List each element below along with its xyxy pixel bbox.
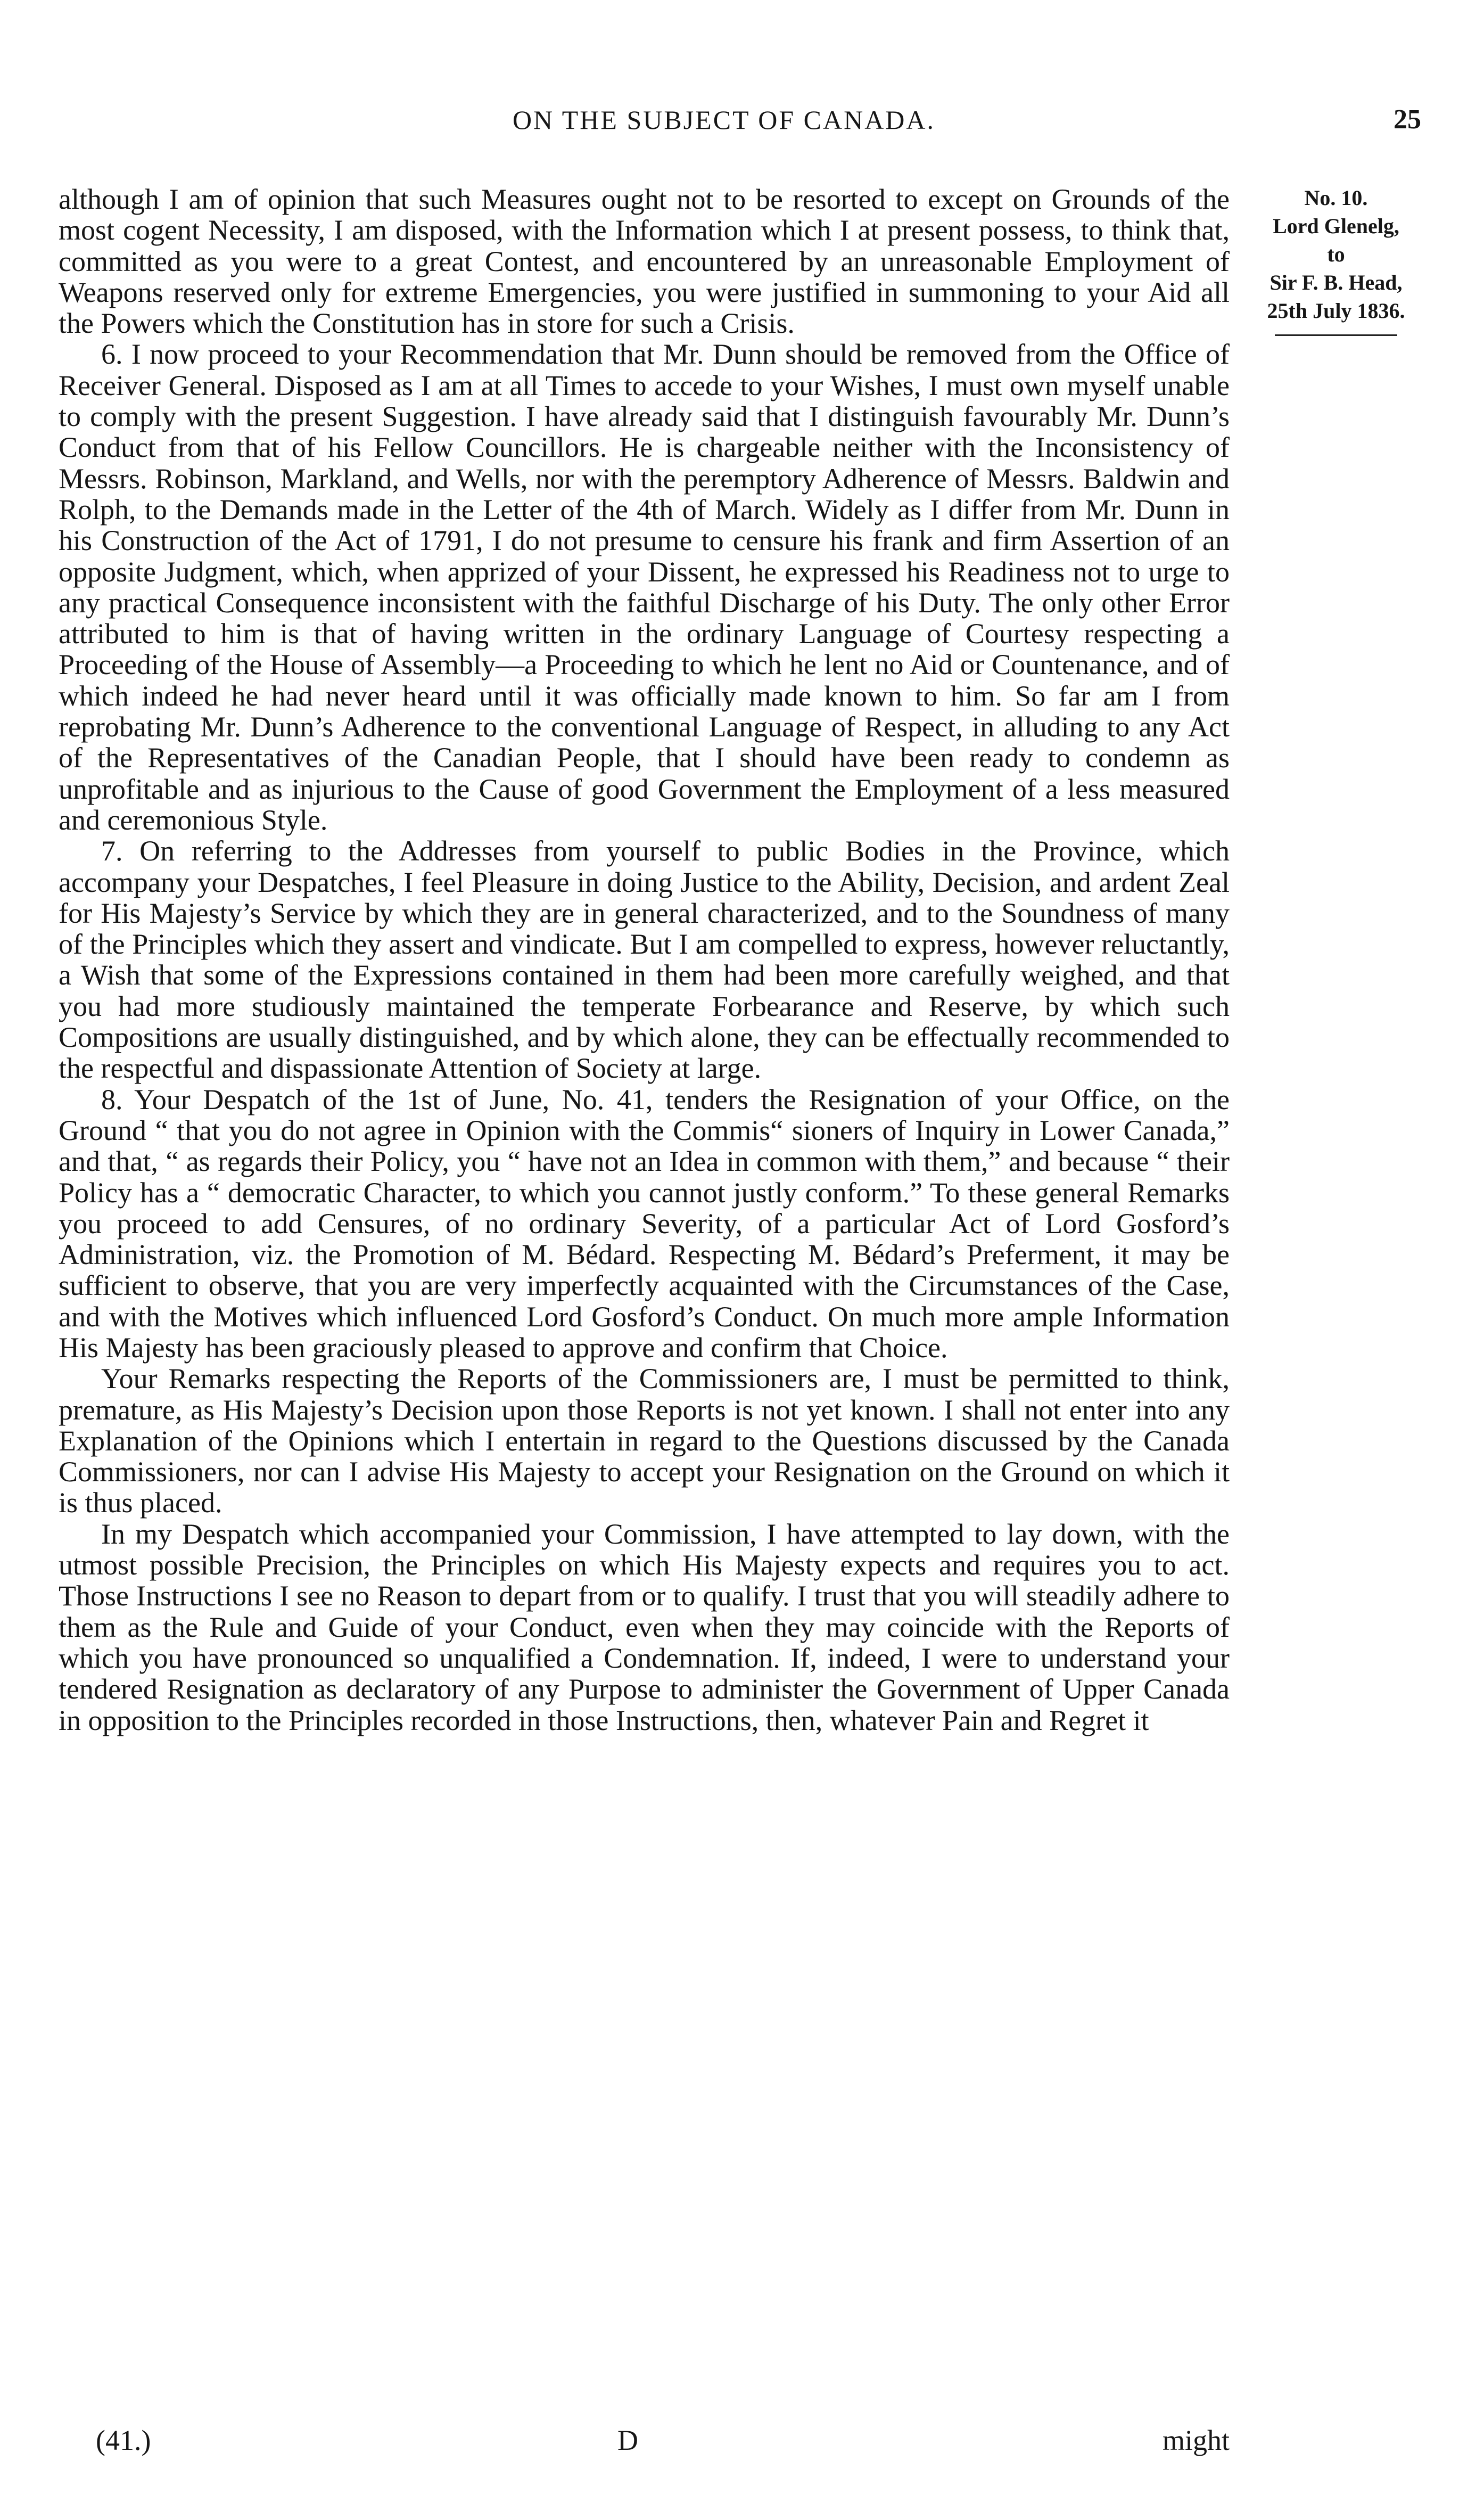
despatch-recipient: Sir F. B. Head, [1269,270,1403,294]
signature-mark: (41.) [96,2424,151,2456]
catchword: might [1162,2424,1230,2456]
page-footer [59,2422,1230,2459]
despatch-to-word: to [1327,242,1345,266]
despatch-sender: Lord Glenelg, [1273,214,1399,238]
margin-rule [1275,334,1397,336]
despatch-number: No. 10. [1304,186,1368,210]
paragraph-continuation: although I am of opinion that such Measures ought not to be resorted to except on Grounds of the most cogent Necessity, I am disposed, with the Information which I at present possess, to think that, committed as you were to a great Contest, and encountered by an unreasonable Employment of Weapons reserved only for extreme Emergencies, you were justified in summoning to your Aid all the Powers which the Constitution has in store for such a Crisis. [59,183,1230,340]
paragraph-8: 8. Your Despatch of the 1st of June, No. 41, tenders the Resignation of your Office, on the Ground “ that you do not agree in Opinion with the Commis“ sioners of Inquiry in Lower Canada,” and that, “ as regards their Policy, you “ have not an Idea in common with them,” and because “ their Policy has a “ democratic Character, to which you cannot justly conform.” To these general Remarks you proceed to add Censures, of no ordinary Severity, of a particular Act of Lord Gosford’s Administration, viz. the Promotion of M. Bédard. Respecting M. Bédard’s Preferment, it may be sufficient to observe, that you are very imperfectly acquainted with the Circumstances of the Case, and with the Motives which influenced Lord Gosford’s Conduct. On much more ample Information His Majesty has been graciously pleased to approve and confirm that Choice. [59,1083,1230,1364]
paragraph-remarks: Your Remarks respecting the Reports of the Commissioners are, I must be permitted to think, premature, as His Majesty’s Decision upon those Reports is not yet known. I shall not enter into any Explanation of the Opinions which I entertain in regard to the Questions discussed by the Canada Commissioners, nor can I advise His Majesty to accept your Resignation on the Ground on which it is thus placed. [59,1363,1230,1519]
paragraph-7: 7. On referring to the Addresses from yourself to public Bodies in the Province, which accompany your Despatches, I feel Pleasure in doing Justice to the Ability, Decision, and ardent Zeal for His Majesty’s Service by which they are in general characterized, and to the Soundness of many of the Principles which they assert and vindicate. But I am compelled to express, however reluctantly, a Wish that some of the Expressions contained in them had been more carefully weighed, and that you had more studiously maintained the temperate Forbearance and Reserve, by which such Compositions are usually distinguished, and by which alone, they can be effectually recommended to the respectful and dispassionate Attention of Society at large. [59,835,1230,1085]
page-number: 25 [1394,104,1421,135]
running-head [59,101,1442,138]
margin-note [1248,184,1424,336]
running-title: ON THE SUBJECT OF CANADA. [512,105,936,135]
signature-letter: D [617,2424,638,2456]
paragraph-instructions: In my Despatch which accompanied your Commission, I have attempted to lay down, with the utmost possible Precision, the Principles on which His Majesty expects and requires you to act. Those Instructions I see no Reason to depart from or to qualify. I trust that you will steadily adhere to them as the Rule and Guide of your Conduct, even when they may coincide with the Reports of which you have pronounced so unqualified a Condemnation. If, indeed, I were to understand your tendered Resignation as declaratory of any Purpose to administer the Government of Upper Canada in opposition to the Principles recorded in those Instructions, then, whatever Pain and Regret it [59,1518,1230,1736]
paragraph-6: 6. I now proceed to your Recommendation that Mr. Dunn should be removed from the Office of Receiver General. Disposed as I am at all Times to accede to your Wishes, I must own myself unable to comply with the present Suggestion. I have already said that I distinguish favourably Mr. Dunn’s Conduct from that of his Fellow Councillors. He is chargeable neither with the Inconsistency of Messrs. Robinson, Markland, and Wells, nor with the peremptory Adherence of Messrs. Baldwin and Rolph, to the Demands made in the Letter of the 4th of March. Widely as I differ from Mr. Dunn in his Construction of the Act of 1791, I do not presume to censure his frank and firm Assertion of an opposite Judgment, which, when apprized of your Dissent, he expressed his Readiness not to urge to any practical Consequence inconsistent with the faithful Discharge of his Duty. The only other Error attributed to him is that of having written in the ordinary Language of Courtesy respecting a Proceeding of the House of Assembly—a Proceeding to which he lent no Aid or Countenance, and of which indeed he had never heard until it was officially made known to him. So far am I from reprobating Mr. Dunn’s Adherence to the conventional Language of Respect, in alluding to any Act of the Representatives of the Canadian People, that I should have been ready to condemn as unprofitable and as injurious to the Cause of good Government the Employment of a less measured and ceremonious Style. [59,338,1230,836]
body-text [59,184,1230,1736]
despatch-date: 25th July 1836. [1267,299,1405,323]
